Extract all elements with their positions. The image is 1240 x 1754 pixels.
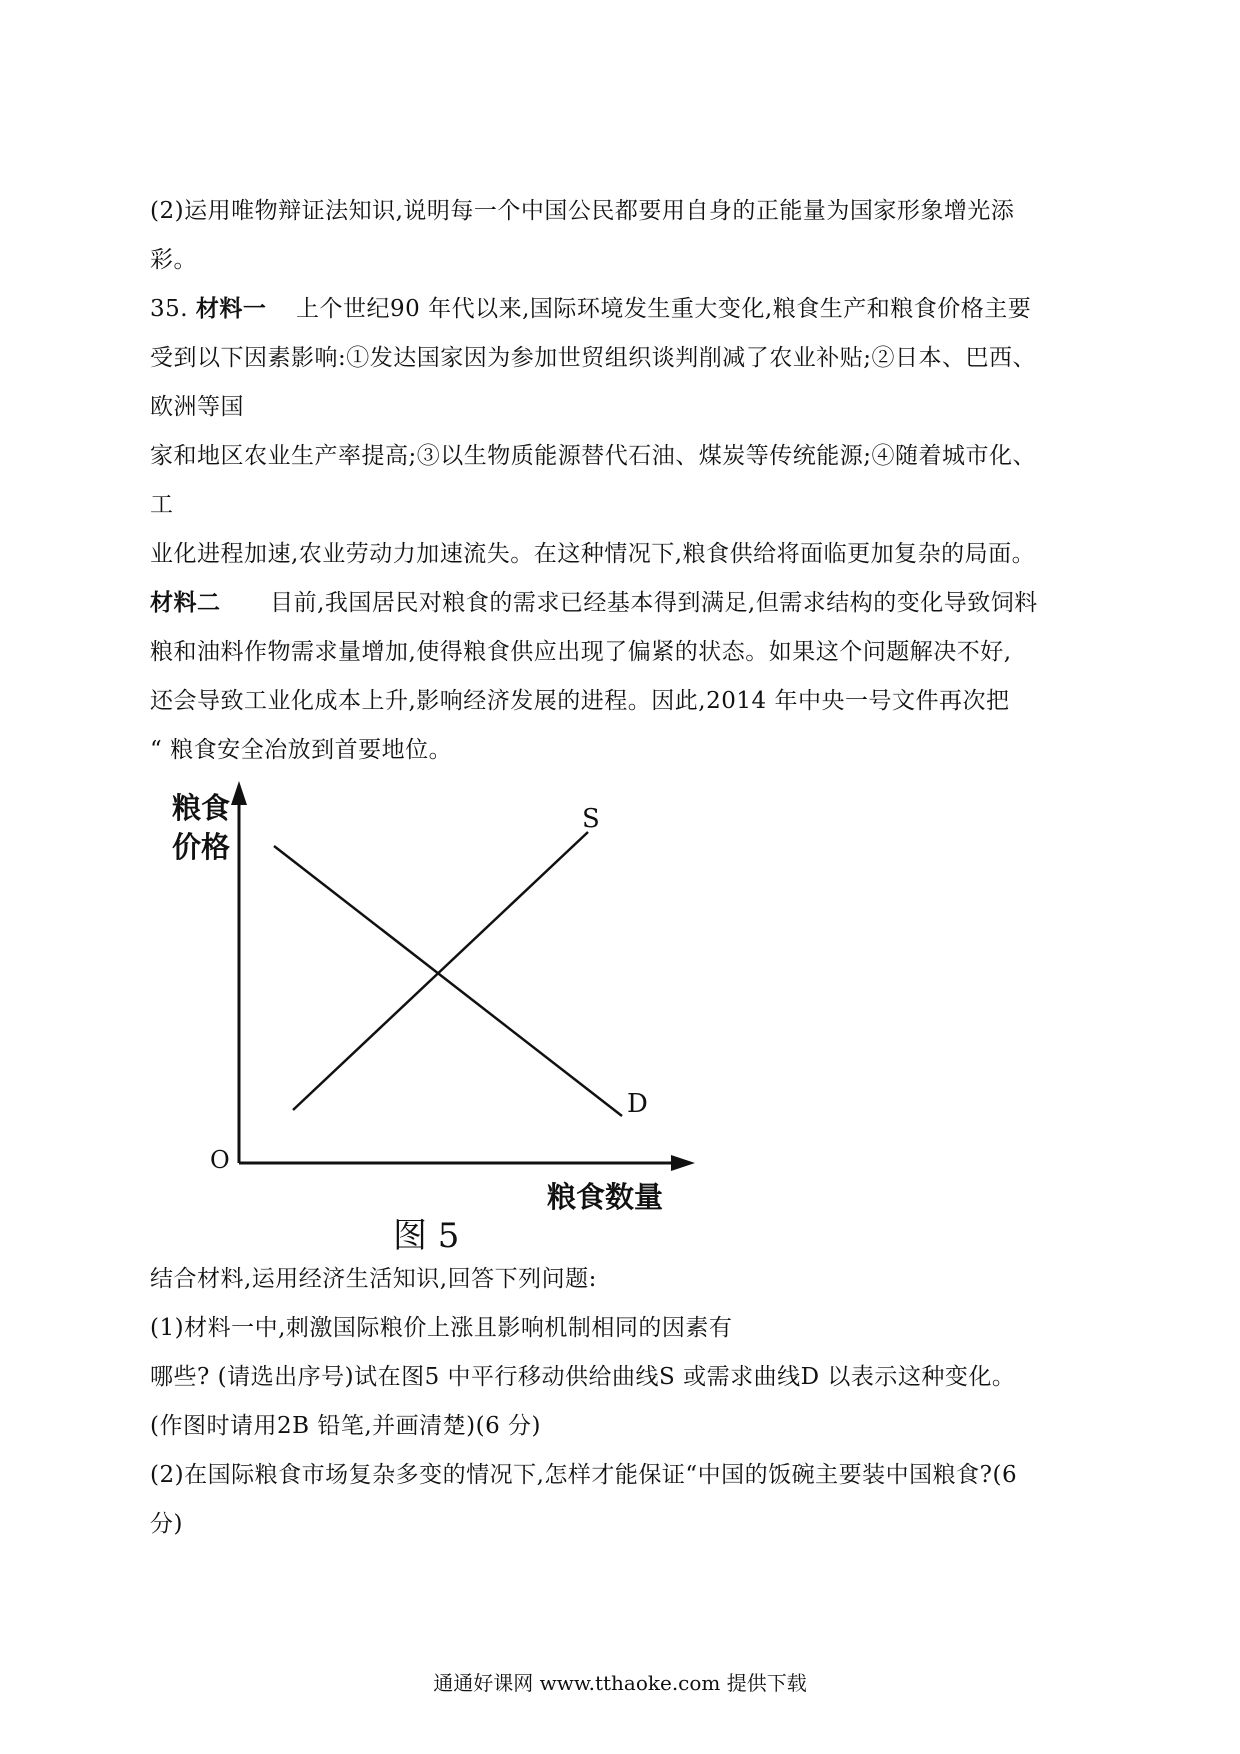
material1-label: 材料一 <box>195 295 267 322</box>
q2-line1: (2)在国际粮食市场复杂多变的情况下,怎样才能保证“中国的饭碗主要装中国粮食?(6 <box>150 1462 1018 1488</box>
supply-curve <box>293 832 588 1110</box>
y-axis-arrow <box>231 781 247 805</box>
supply-label: S <box>582 804 600 834</box>
q35-material2-line2: 粮和油料作物需求量增加,使得粮食供应出现了偏紧的状态。如果这个问题解决不好, <box>150 639 1012 665</box>
q35-material2-line3: 还会导致工业化成本上升,影响经济发展的进程。因此,2014 年中央一号文件再次把 <box>150 688 1010 714</box>
supply-demand-figure <box>150 775 710 1255</box>
x-axis-label: 粮食数量 <box>547 1180 664 1214</box>
q35-material1-line4: 家和地区农业生产率提高;③以生物质能源替代石油、煤炭等传统能源;④随着城市化、 <box>150 443 1036 469</box>
questions-intro: 结合材料,运用经济生活知识,回答下列问题: <box>150 1266 597 1292</box>
supply-demand-diagram <box>150 775 710 1255</box>
y-axis-label-line2: 价格 <box>172 830 231 864</box>
q1-line3: (作图时请用2B 铅笔,并画清楚)(6 分) <box>150 1413 541 1439</box>
q35-material1-line3: 欧洲等国 <box>150 394 244 420</box>
material1-text: 上个世纪90 年代以来,国际环境发生重大变化,粮食生产和粮食价格主要 <box>296 296 1032 322</box>
figure-caption: 图 5 <box>393 1216 460 1255</box>
page-footer: 通通好课网 www.tthaoke.com 提供下载 <box>433 1671 807 1695</box>
demand-label: D <box>627 1089 648 1119</box>
q35-material1-line2: 受到以下因素影响:①发达国家因为参加世贸组织谈判削减了农业补贴;②日本、巴西、 <box>150 345 1036 371</box>
q35-material2-line4: “ 粮食安全冶放到首要地位。 <box>150 737 453 763</box>
q34-part2-line2: 彩。 <box>150 247 197 273</box>
q35-material1-line5: 工 <box>150 492 174 518</box>
question-number: 35. <box>150 296 189 322</box>
x-axis-arrow <box>671 1155 695 1171</box>
q35-material1-line6: 业化进程加速,农业劳动力加速流失。在这种情况下,粮食供给将面临更加复杂的局面。 <box>150 541 1036 567</box>
q35-material1-line1 <box>150 294 1031 324</box>
q34-part2-line1: (2)运用唯物辩证法知识,说明每一个中国公民都要用自身的正能量为国家形象增光添 <box>150 198 1015 224</box>
q1-line2: 哪些? (请选出序号)试在图5 中平行移动供给曲线S 或需求曲线D 以表示这种变化。 <box>150 1364 1016 1390</box>
origin-label: O <box>210 1146 230 1174</box>
q1-line1: (1)材料一中,刺激国际粮价上涨且影响机制相同的因素有 <box>150 1315 733 1341</box>
material2-text: 目前,我国居民对粮食的需求已经基本得到满足,但需求结构的变化导致饲料 <box>270 590 1038 616</box>
material2-label: 材料二 <box>150 589 221 616</box>
y-axis-label-line1: 粮食 <box>172 791 231 825</box>
demand-curve <box>274 846 622 1116</box>
q2-line2: 分) <box>150 1511 183 1537</box>
q35-material2-line1 <box>150 588 1038 618</box>
